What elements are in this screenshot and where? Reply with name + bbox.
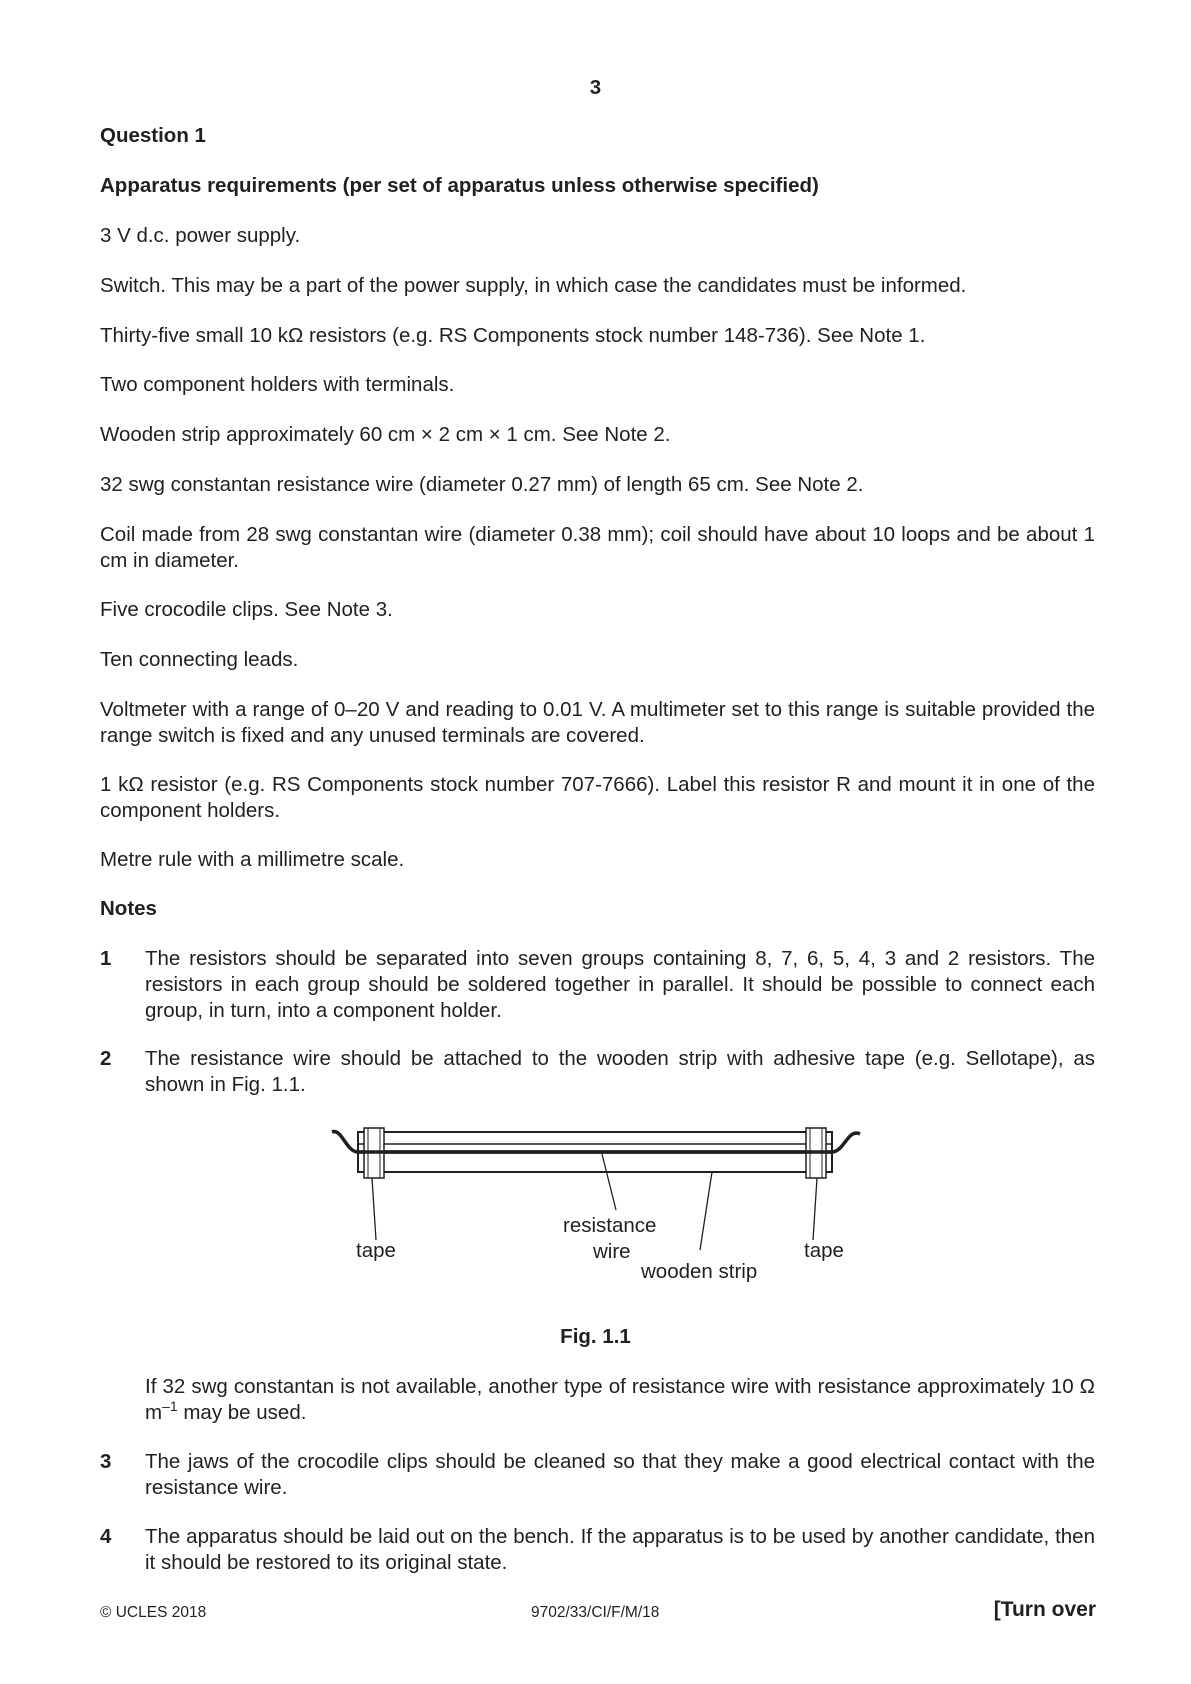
- note-2-extra-text-part: may be used.: [177, 1401, 307, 1424]
- note-number: 2: [100, 1047, 112, 1070]
- apparatus-item: 1 kΩ resistor (e.g. RS Components stock number 707-7666). Label this resistor R and mount it in one of the component holders.: [100, 773, 1095, 822]
- label-resistance-wire-line1: resistance: [563, 1214, 657, 1237]
- apparatus-item: Metre rule with a millimetre scale.: [100, 848, 405, 871]
- footer-code: 9702/33/CI/F/M/18: [531, 1604, 660, 1621]
- label-resistance-wire-line2: wire: [593, 1240, 631, 1263]
- apparatus-item: Voltmeter with a range of 0–20 V and reading to 0.01 V. A multimeter set to this range is suitable provided the range switch is fixed and any unused terminals are covered.: [100, 698, 1095, 747]
- note-2-extra-text: [145, 1374, 1095, 1426]
- note-2-extra-text-part: If 32 swg constantan is not available, another type of resistance wire with resistance approximately 10 Ω m: [145, 1375, 1095, 1424]
- apparatus-item: 32 swg constantan resistance wire (diameter 0.27 mm) of length 65 cm. See Note 2.: [100, 473, 864, 496]
- question-heading: Question 1: [100, 124, 206, 147]
- apparatus-heading: Apparatus requirements (per set of apparatus unless otherwise specified): [100, 174, 819, 197]
- resistance-wire: [332, 1132, 860, 1152]
- label-tape-left: tape: [356, 1239, 396, 1262]
- turn-over: [Turn over: [993, 1598, 1096, 1621]
- notes-heading: Notes: [100, 897, 157, 920]
- label-wooden-strip: wooden strip: [641, 1260, 758, 1283]
- footer-copyright: © UCLES 2018: [100, 1604, 207, 1621]
- apparatus-item: Two component holders with terminals.: [100, 373, 455, 396]
- note-number: 1: [100, 947, 112, 970]
- apparatus-item: Ten connecting leads.: [100, 648, 299, 671]
- note-text: The jaws of the crocodile clips should be cleaned so that they make a good electrical contact with the resistance wire.: [145, 1450, 1095, 1499]
- note-text: The resistance wire should be attached to the wooden strip with adhesive tape (e.g. Sellotape), as shown in Fig. 1.1.: [145, 1047, 1095, 1096]
- apparatus-item: Wooden strip approximately 60 cm × 2 cm × 1 cm. See Note 2.: [100, 423, 671, 446]
- superscript-minus-one: –1: [162, 1398, 178, 1415]
- apparatus-item: Five crocodile clips. See Note 3.: [100, 598, 393, 621]
- figure-caption: Fig. 1.1: [560, 1325, 631, 1348]
- label-tape-right: tape: [804, 1239, 844, 1262]
- note-text: The apparatus should be laid out on the bench. If the apparatus is to be used by another candidate, then it should be restored to its original state.: [145, 1525, 1095, 1574]
- apparatus-item: Switch. This may be a part of the power supply, in which case the candidates must be informed.: [100, 274, 967, 297]
- apparatus-item: 3 V d.c. power supply.: [100, 224, 301, 247]
- apparatus-item: Thirty-five small 10 kΩ resistors (e.g. RS Components stock number 148-736). See Note 1.: [100, 324, 926, 347]
- note-number: 3: [100, 1450, 112, 1473]
- page-number: 3: [589, 76, 602, 99]
- apparatus-item: Coil made from 28 swg constantan wire (diameter 0.38 mm); coil should have about 10 loops and be about 1 cm in diameter.: [100, 523, 1095, 572]
- note-text: The resistors should be separated into seven groups containing 8, 7, 6, 5, 4, 3 and 2 resistors. The resistors in each group should be soldered together in parallel. It should be possible to connect each group, in turn, into a component holder.: [145, 947, 1095, 1022]
- note-number: 4: [100, 1525, 112, 1548]
